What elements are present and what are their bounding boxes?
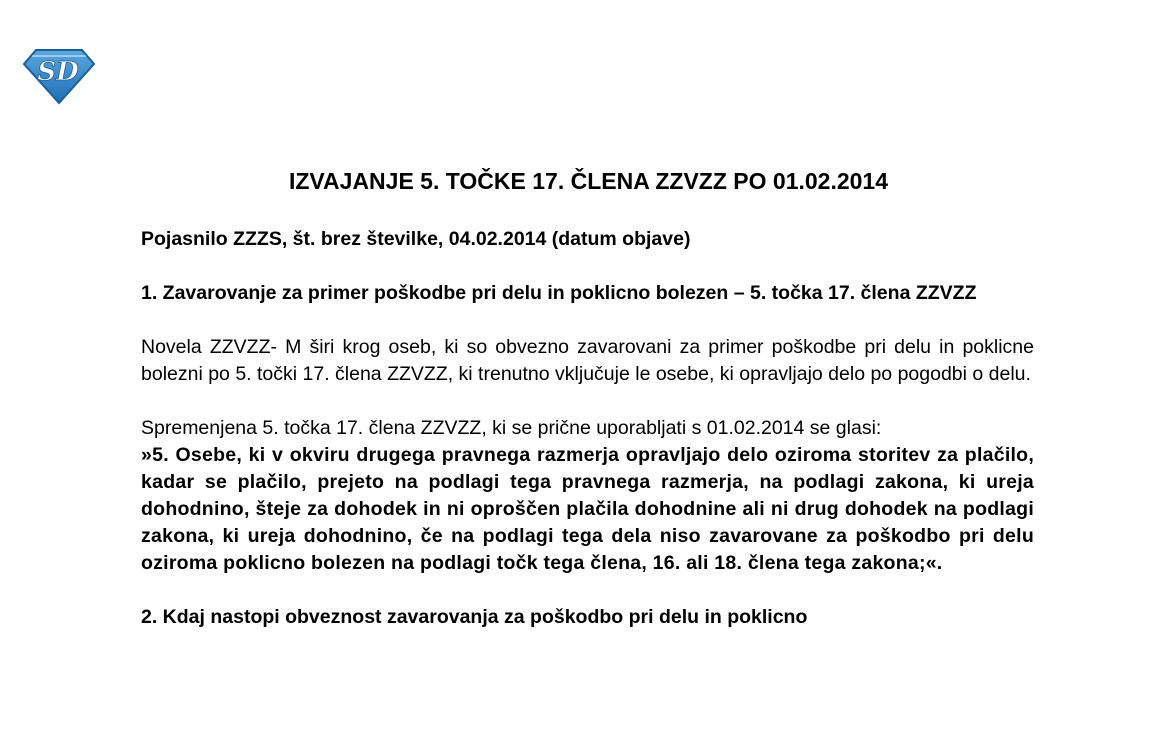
paragraph-1: Novela ZZVZZ- M širi krog oseb, ki so obvezno zavarovani za primer poškodbe pri delu in poklicne bolezni po 5. točki 17. člena ZZVZZ, ki trenutno vključuje le osebe, ki opravljajo delo po pogodbi o delu. <box>141 336 1034 385</box>
document-body <box>141 226 1034 631</box>
legal-quote: »5. Osebe, ki v okviru drugega pravnega razmerja opravljajo delo oziroma storitev za plačilo, kadar se plačilo, prejeto na podlagi tega pravnega razmerja, na podlagi zakona, ki ureja dohodnino, šteje za dohodek in ni oproščen plačila dohodnine ali ni drug dohodek na podlagi zakona, ki ureja dohodnino, če na podlagi tega dela niso zavarovane za poškodbo pri delu oziroma poklicno bolezen na podlagi točk tega člena, 16. ali 18. člena tega zakona;«. <box>141 444 1034 574</box>
document-subtitle: Pojasnilo ZZZS, št. brez številke, 04.02.2014 (datum objave) <box>141 228 691 250</box>
spacer <box>141 307 1034 334</box>
company-logo <box>22 47 96 105</box>
sd-logo-icon <box>22 47 96 105</box>
spacer <box>141 388 1034 415</box>
section-2-heading: 2. Kdaj nastopi obveznost zavarovanja za poškodbo pri delu in poklicno <box>141 606 808 628</box>
spacer <box>141 253 1034 280</box>
section-1-heading: 1. Zavarovanje za primer poškodbe pri delu in poklicno bolezen – 5. točka 17. člena ZZVZZ <box>141 282 977 304</box>
spacer <box>141 577 1034 604</box>
document-title: IZVAJANJE 5. TOČKE 17. ČLENA ZZVZZ PO 01.02.2014 <box>288 168 889 194</box>
logo-text: SD <box>37 57 79 87</box>
paragraph-2: Spremenjena 5. točka 17. člena ZZVZZ, ki se prične uporabljati s 01.02.2014 se glasi: <box>141 417 882 439</box>
